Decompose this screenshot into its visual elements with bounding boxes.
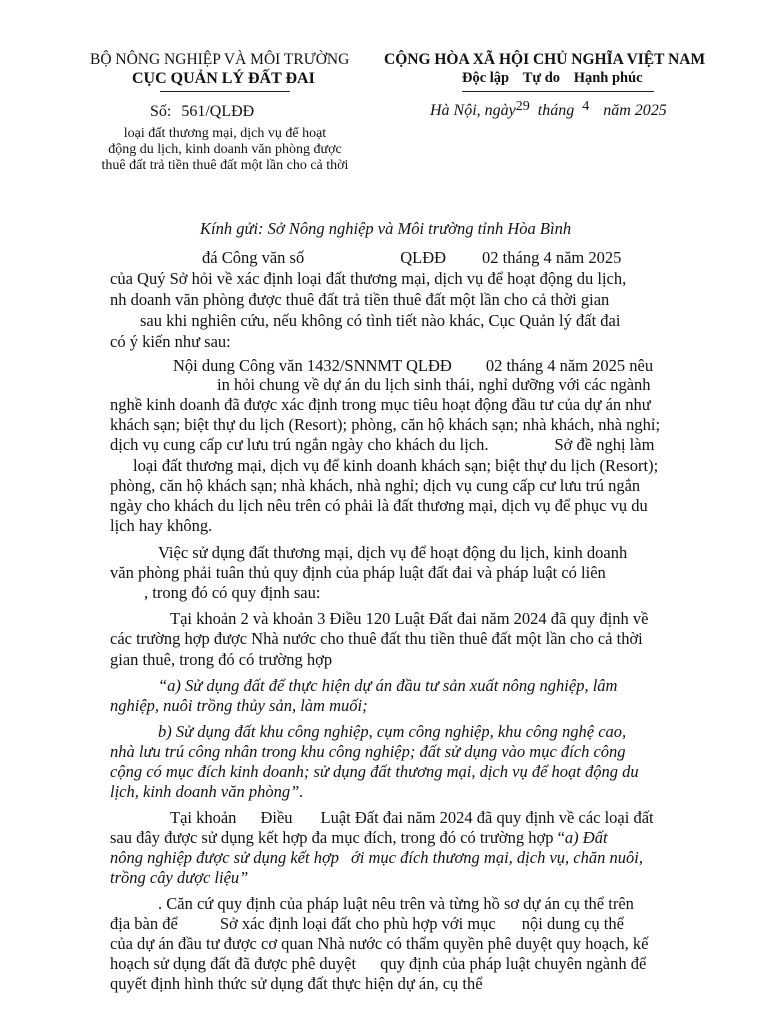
motto-happiness: Hạnh phúc (573, 70, 643, 86)
nation-title: CỘNG HÒA XÃ HỘI CHỦ NGHĨA VIỆT NAM (384, 51, 706, 68)
quote-b-line-2: nhà lưu trú công nhân trong khu công nghiệp; đất sử dụng vào mục đích công (110, 742, 626, 761)
p2-line-7: phòng, căn hộ khách sạn; nhà khách, nhà nghỉ; dịch vụ cung cấp cư lưu trú ngắn (110, 476, 641, 495)
p6-line-2c: nội dung cụ thể (521, 914, 624, 933)
p5-line-2b: a) Đất (564, 828, 608, 847)
issuing-ministry: BỘ NÔNG NGHIỆP VÀ MÔI TRƯỜNG (90, 51, 350, 68)
p2-line-1a: Nội dung Công văn 1432/SNNMT QLĐĐ (173, 356, 452, 375)
national-motto (462, 70, 643, 87)
p1-line-5: có ý kiến như sau: (110, 332, 231, 351)
p5-line-3a: nông nghiệp được sử dụng kết hợp (110, 848, 339, 867)
p2-line-9: lịch hay không. (110, 516, 213, 535)
quote-a-line-2: nghiệp, nuôi trồng thủy sản, làm muối; (110, 696, 368, 715)
p1-line-4: sau khi nghiên cứu, nếu không có tình tiết nào khác, Cục Quản lý đất đai (140, 311, 621, 330)
p6-line-2b: Sở xác định loại đất cho phù hợp với mục (219, 914, 496, 933)
p6-line-5: quyết định hình thức sử dụng đất thực hiện dự án, cụ thể (110, 974, 483, 993)
p5-line-2 (110, 828, 608, 848)
date-day: 29 (515, 99, 530, 114)
p1-line-2: của Quý Sở hỏi về xác định loại đất thương mại, dịch vụ để hoạt động du lịch, (110, 269, 627, 288)
p6-line-4a: hoạch sử dụng đất đã được phê duyệt (110, 954, 357, 973)
p4-line-2: các trường hợp được Nhà nước cho thuê đất thu tiền thuê đất một lần cho cả thời (110, 629, 643, 648)
p6-line-4 (110, 954, 646, 974)
p1-line-3: nh doanh văn phòng được thuê đất trả tiền thuê đất một lần cho cả thời gian (110, 290, 610, 309)
p5-line-1a: Tại khoản (170, 808, 237, 827)
p5-line-1c: Luật Đất đai năm 2024 đã quy định về các loại đất (320, 808, 654, 827)
p6-line-2a: địa bàn để (110, 914, 178, 933)
subject-line-1: loại đất thương mại, dịch vụ để hoạt (123, 126, 327, 141)
p2-line-3: nghề kinh doanh đã được xác định trong mục tiêu hoạt động đầu tư của dự án như (110, 395, 651, 414)
p3-line-3: , trong đó có quy định sau: (144, 583, 321, 602)
p1-line-1c: 02 tháng 4 năm 2025 (482, 248, 622, 267)
p1-line-1 (202, 248, 621, 268)
p2-line-2: in hỏi chung về dự án du lịch sinh thái, nghỉ dưỡng với các ngành (217, 375, 651, 394)
number-value: 561 (181, 103, 206, 120)
p2-line-6: loại đất thương mại, dịch vụ để kinh doanh khách sạn; biệt thự du lịch (Resort); (133, 456, 659, 475)
p2-line-5b: Sở đề nghị làm (554, 435, 655, 454)
p5-line-4: trồng cây dược liệu” (110, 868, 249, 887)
p6-line-1: . Căn cứ quy định của pháp luật nêu trên và từng hồ sơ dự án cụ thể trên (158, 894, 634, 913)
subject-line-3: thuê đất trả tiền thuê đất một lần cho cả thời (101, 158, 349, 173)
p2-line-8: ngày cho khách du lịch nêu trên có phải là đất thương mại, dịch vụ để phục vụ du (110, 496, 648, 515)
p6-line-4b: quy định của pháp luật chuyên ngành để (380, 954, 647, 973)
p4-line-1: Tại khoản 2 và khoản 3 Điều 120 Luật Đất đai năm 2024 đã quy định về (170, 609, 649, 628)
quote-b-line-4: lịch, kinh doanh văn phòng”. (110, 782, 304, 801)
p4-line-3: gian thuê, trong đó có trường hợp (110, 650, 333, 669)
date-year: năm 2025 (603, 102, 667, 119)
p1-line-1b: QLĐĐ (400, 248, 447, 267)
number-suffix: /QLĐĐ (205, 103, 255, 120)
quote-b-line-3: cộng có mục đích kinh doanh; sử dụng đất thương mại, dịch vụ để hoạt động du (110, 762, 639, 781)
number-label: Số: (150, 103, 172, 120)
p2-line-5a: dịch vụ cung cấp cư lưu trú ngắn ngày cho khách du lịch. (110, 435, 489, 454)
p2-line-5 (110, 435, 654, 455)
document-number (150, 103, 254, 121)
p6-line-2 (110, 914, 624, 934)
p5-line-3 (110, 848, 643, 868)
p5-line-3b: ới mục đích thương mại, dịch vụ, chăn nuôi, (351, 848, 643, 867)
date-month-label: tháng (537, 102, 575, 119)
department-underline (160, 91, 290, 92)
p2-line-4: khách sạn; biệt thự du lịch (Resort); phòng, căn hộ khách sạn; nhà khách, nhà nghỉ; (110, 415, 661, 434)
quote-a-line-1: “a) Sử dụng đất để thực hiện dự án đầu tư sản xuất nông nghiệp, lâm (158, 676, 618, 695)
motto-freedom: Tự do (522, 70, 561, 86)
p6-line-3: của dự án đầu tư được cơ quan Nhà nước có thẩm quyền phê duyệt quy hoạch, kế (110, 934, 649, 953)
recipient: Kính gửi: Sở Nông nghiệp và Môi trường tỉnh Hòa Bình (200, 219, 572, 238)
date-month: 4 (582, 99, 590, 114)
p5-line-1 (170, 808, 654, 828)
issuing-department: CỤC QUẢN LÝ ĐẤT ĐAI (132, 70, 315, 87)
motto-independence: Độc lập (462, 70, 510, 86)
p2-line-1 (173, 356, 653, 376)
p1-line-1a: đá Công văn số (202, 248, 305, 267)
date-prefix: Hà Nội, ngày (430, 102, 516, 119)
p5-line-1b: Điều (260, 808, 293, 827)
p3-line-1: Việc sử dụng đất thương mại, dịch vụ để hoạt động du lịch, kinh doanh (158, 543, 628, 562)
quote-b-line-1: b) Sử dụng đất khu công nghiệp, cụm công nghiệp, khu công nghệ cao, (158, 722, 627, 741)
issue-date (430, 99, 667, 120)
motto-underline (462, 91, 654, 92)
subject-line-2: động du lịch, kinh doanh văn phòng được (108, 142, 342, 157)
p2-line-1b: 02 tháng 4 năm 2025 nêu (485, 356, 654, 375)
p5-line-2a: sau đây được sử dụng kết hợp đa mục đích, trong đó có trường hợp “ (110, 828, 565, 847)
p3-line-2: văn phòng phải tuân thủ quy định của pháp luật đất đai và pháp luật có liên (110, 563, 606, 582)
